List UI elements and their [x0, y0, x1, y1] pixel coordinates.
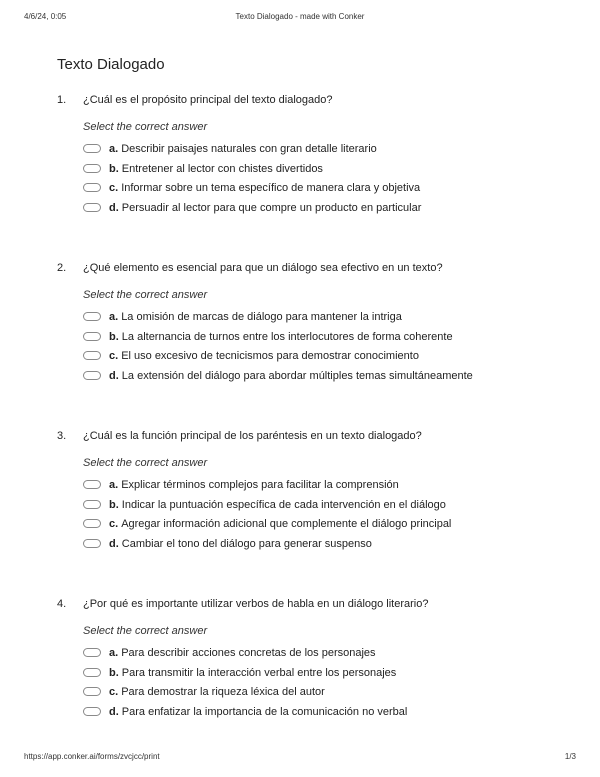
option-label: [109, 202, 421, 214]
answer-option-a[interactable]: [83, 311, 557, 331]
answer-option-a[interactable]: [83, 647, 557, 667]
option-letter: d.: [109, 201, 119, 214]
option-text: Para transmitir la interacción verbal entre los personajes: [121, 666, 397, 679]
option-text: Describir paisajes naturales con gran detalle literario: [121, 143, 377, 155]
question-3: [57, 430, 557, 557]
option-text: Agregar información adicional que complemente el diálogo principal: [121, 518, 452, 530]
radio-toggle-icon[interactable]: [83, 480, 101, 489]
radio-toggle-icon[interactable]: [83, 203, 101, 212]
answer-option-d[interactable]: [83, 538, 557, 558]
radio-toggle-icon[interactable]: [83, 539, 101, 548]
option-label: [109, 538, 372, 550]
option-label: [109, 370, 473, 382]
option-letter: d.: [109, 369, 119, 382]
answer-option-b[interactable]: [83, 163, 557, 183]
question-header: [57, 262, 557, 278]
option-label: [109, 143, 377, 155]
radio-toggle-icon[interactable]: [83, 648, 101, 657]
option-letter: b.: [109, 330, 119, 343]
answer-option-d[interactable]: [83, 202, 557, 222]
answer-option-a[interactable]: [83, 143, 557, 163]
question-text: ¿Cuál es la función principal de los paréntesis en un texto dialogado?: [83, 430, 422, 442]
answer-option-d[interactable]: [83, 706, 557, 726]
option-text: La extensión del diálogo para abordar múltiples temas simultáneamente: [121, 369, 473, 382]
question-text: ¿Por qué es importante utilizar verbos de habla en un diálogo literario?: [83, 598, 429, 610]
option-label: [109, 667, 396, 679]
print-url: https://app.conker.ai/forms/zvcjcc/print: [24, 752, 160, 761]
print-footer: [24, 752, 576, 764]
option-letter: a.: [109, 479, 119, 491]
option-letter: d.: [109, 705, 119, 718]
option-letter: a.: [109, 143, 119, 155]
option-text: Para enfatizar la importancia de la comunicación no verbal: [121, 705, 408, 718]
question-instruction: Select the correct answer: [83, 121, 208, 133]
radio-toggle-icon[interactable]: [83, 668, 101, 677]
radio-toggle-icon[interactable]: [83, 519, 101, 528]
option-text: Informar sobre un tema específico de manera clara y objetiva: [121, 182, 421, 194]
answer-option-b[interactable]: [83, 331, 557, 351]
option-label: [109, 518, 451, 530]
option-label: [109, 331, 453, 343]
question-number: 4.: [57, 598, 67, 610]
question-header: [57, 598, 557, 614]
question-instruction: Select the correct answer: [83, 625, 208, 637]
answer-option-b[interactable]: [83, 667, 557, 687]
answer-option-c[interactable]: [83, 350, 557, 370]
radio-toggle-icon[interactable]: [83, 183, 101, 192]
radio-toggle-icon[interactable]: [83, 312, 101, 321]
option-text: Para demostrar la riqueza léxica del autor: [121, 686, 325, 698]
question-text: ¿Cuál es el propósito principal del texto dialogado?: [83, 94, 333, 106]
option-text: Explicar términos complejos para facilitar la comprensión: [121, 479, 399, 491]
question-number: 3.: [57, 430, 67, 442]
option-label: [109, 499, 446, 511]
question-instruction: Select the correct answer: [83, 457, 208, 469]
form-title: Texto Dialogado: [57, 56, 165, 73]
answer-option-b[interactable]: [83, 499, 557, 519]
radio-toggle-icon[interactable]: [83, 351, 101, 360]
option-text: La alternancia de turnos entre los interlocutores de forma coherente: [121, 330, 453, 343]
option-label: [109, 182, 420, 194]
option-letter: c.: [109, 182, 119, 194]
option-label: [109, 163, 323, 175]
option-label: [109, 350, 419, 362]
option-text: Cambiar el tono del diálogo para generar suspenso: [121, 537, 372, 550]
option-letter: a.: [109, 647, 119, 659]
option-text: Indicar la puntuación específica de cada intervención en el diálogo: [121, 498, 446, 511]
question-4: [57, 598, 557, 725]
radio-toggle-icon[interactable]: [83, 687, 101, 696]
option-letter: c.: [109, 518, 119, 530]
answer-option-c[interactable]: [83, 518, 557, 538]
radio-toggle-icon[interactable]: [83, 707, 101, 716]
question-header: [57, 430, 557, 446]
option-letter: a.: [109, 311, 119, 323]
option-label: [109, 706, 407, 718]
option-label: [109, 686, 325, 698]
answer-option-c[interactable]: [83, 182, 557, 202]
radio-toggle-icon[interactable]: [83, 332, 101, 341]
option-text: Para describir acciones concretas de los personajes: [121, 647, 376, 659]
question-instruction: Select the correct answer: [83, 289, 208, 301]
answer-option-a[interactable]: [83, 479, 557, 499]
print-header: [24, 12, 576, 24]
question-text: ¿Qué elemento es esencial para que un diálogo sea efectivo en un texto?: [83, 262, 443, 274]
question-number: 2.: [57, 262, 67, 274]
radio-toggle-icon[interactable]: [83, 144, 101, 153]
answer-option-d[interactable]: [83, 370, 557, 390]
option-label: [109, 311, 402, 323]
answer-option-c[interactable]: [83, 686, 557, 706]
question-list: [57, 94, 557, 766]
option-letter: b.: [109, 666, 119, 679]
option-text: La omisión de marcas de diálogo para mantener la intriga: [121, 311, 402, 323]
print-datetime: 4/6/24, 0:05: [24, 12, 67, 21]
radio-toggle-icon[interactable]: [83, 371, 101, 380]
question-header: [57, 94, 557, 110]
option-letter: b.: [109, 162, 119, 175]
option-label: [109, 479, 399, 491]
option-letter: b.: [109, 498, 119, 511]
option-text: Entretener al lector con chistes divertidos: [121, 162, 323, 175]
option-letter: d.: [109, 537, 119, 550]
option-label: [109, 647, 376, 659]
question-number: 1.: [57, 94, 67, 106]
radio-toggle-icon[interactable]: [83, 500, 101, 509]
print-doc-title: Texto Dialogado - made with Conker: [235, 12, 365, 21]
option-text: El uso excesivo de tecnicismos para demostrar conocimiento: [121, 350, 419, 362]
option-letter: c.: [109, 350, 119, 362]
question-2: [57, 262, 557, 389]
option-letter: c.: [109, 686, 119, 698]
page-number: 1/3: [564, 752, 576, 761]
question-1: [57, 94, 557, 221]
radio-toggle-icon[interactable]: [83, 164, 101, 173]
option-text: Persuadir al lector para que compre un producto en particular: [121, 201, 422, 214]
